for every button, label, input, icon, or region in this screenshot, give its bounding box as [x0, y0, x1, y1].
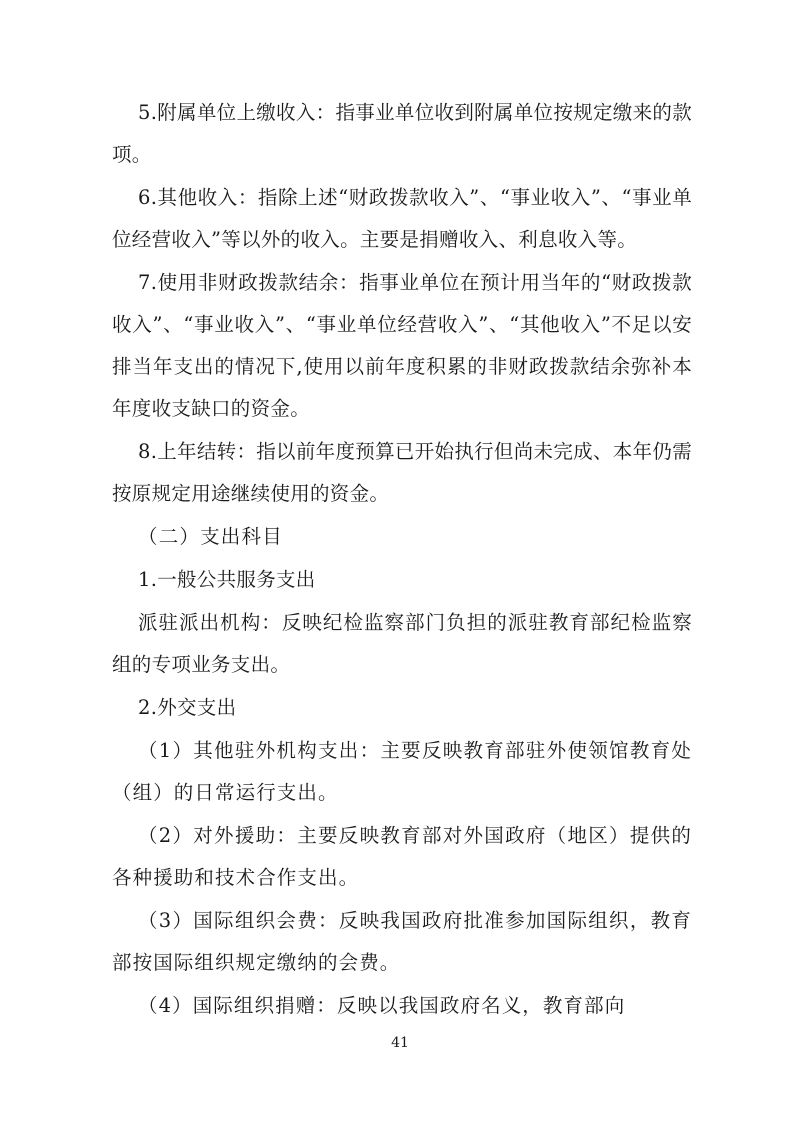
paragraph-item-8: 8.上年结转：指以前年度预算已开始执行但尚未完成、本年仍需按原规定用途继续使用的资金。 — [112, 440, 692, 505]
paragraph-dispatched-agency: 派驻派出机构：反映纪检监察部门负担的派驻教育部纪检监察组的专项业务支出。 — [112, 611, 692, 676]
page-body — [112, 92, 692, 1028]
section-heading-expenditure-items: （二）支出科目 — [138, 525, 283, 548]
paragraph-item-5: 5.附属单位上缴收入：指事业单位收到附属单位按规定缴来的款项。 — [112, 101, 692, 166]
paragraph-item-1-general-public-service: 1.一般公共服务支出 — [138, 568, 316, 591]
paragraph-item-2-2: （2）对外援助：主要反映教育部对外国政府（地区）提供的各种援助和技术合作支出。 — [112, 824, 692, 889]
page-number: 41 — [391, 1035, 409, 1051]
paragraph-item-7: 7.使用非财政拨款结余：指事业单位在预计用当年的“财政拨款收入”、“事业收入”、“事业单位经营收入”、“其他收入”不足以安排当年支出的情况下,使用以前年度积累的非财政拨款结余弥补本年度收支缺口的资金。 — [112, 271, 692, 420]
paragraph-item-2-1: （1）其他驻外机构支出：主要反映教育部驻外使领馆教育处（组）的日常运行支出。 — [112, 739, 692, 804]
paragraph-item-2-3: （3）国际组织会费：反映我国政府批准参加国际组织，教育部按国际组织规定缴纳的会费。 — [112, 909, 692, 974]
paragraph-item-2-foreign-affairs: 2.外交支出 — [138, 696, 237, 719]
paragraph-item-6: 6.其他收入：指除上述“财政拨款收入”、“事业收入”、“事业单位经营收入”等以外的收入。主要是捐赠收入、利息收入等。 — [112, 186, 692, 251]
paragraph-item-2-4: （4）国际组织捐赠：反映以我国政府名义，教育部向 — [138, 994, 626, 1017]
